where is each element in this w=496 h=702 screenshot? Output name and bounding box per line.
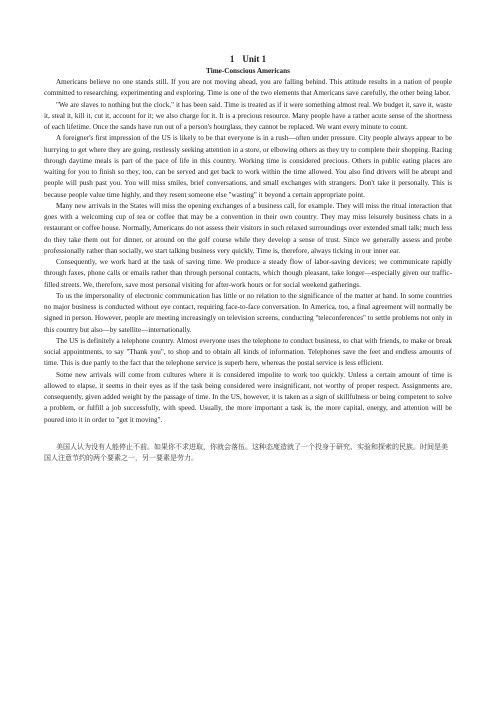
chinese-translation: 美国人认为没有人能停止不前。如果你不求进取，你就会落伍。这种态度造就了一个投身于研究、实验和探索的民族。时间是美国人注意节约的两个要素之一，另一要素是劳力。 xyxy=(44,442,448,462)
paragraph: To us the impersonality of electronic communication has little or no relation to the significance of the matter at hand. In some countries no major business is conducted without eye contact, requiring face-to-face conversation. In America, too, a final agreement will normally be signed in person. However, people are meeting increasingly on television screens, conducting "teleconferences" to settle problems not only in this country but also—by satellite—internationally. xyxy=(44,291,452,334)
unit-label: Unit 1 xyxy=(242,54,267,64)
paragraph: Many new arrivals in the States will miss the opening exchanges of a business call, for example. They will miss the ritual interaction that goes with a welcoming cup of tea or coffee that may be a convention in their own country. They may miss leisurely business chats in a restaurant or coffee house. Normally, Americans do not assess their visitors in such relaxed surroundings over extended small talk; much less do they take them out for dinner, or around on the golf course while they develop a sense of trust. Since we generally assess and probe professionally rather than socially, we start talking business very quickly. Time is, therefore, always ticking in our inner ear. xyxy=(44,201,452,255)
paragraph: A foreigner's first impression of the US is likely to be that everyone is in a rush—often under pressure. City people always appear to be hurrying to get where they are going, restlessly seeking attention in a store, or elbowing others as they try to complete their shopping. Racing through daytime meals is part of the pace of life in this country. Working time is considered precious. Others in public eating places are waiting for you to finish so they, too, can be served and get back to work within the time allowed. You also find drivers will be abrupt and people will push past you. You will miss smiles, brief conversations, and small exchanges with strangers. Don't take it personally. This is because people value time highly, and they resent someone else "wasting" it beyond a certain appropriate point. xyxy=(44,134,452,199)
paragraph: The US is definitely a telephone country. Almost everyone uses the telephone to conduct business, to chat with friends, to make or break social appointments, to say "Thank you", to shop and to obtain all kinds of information. Telephones save the feet and endless amounts of time. This is due partly to the fact that the telephone service is superb here, whereas the postal service is less efficient. xyxy=(44,336,452,368)
document-page xyxy=(44,54,452,471)
paragraph: Consequently, we work hard at the task of saving time. We produce a steady flow of labor-saving devices; we communicate rapidly through faxes, phone calls or emails rather than through personal contacts, which though pleasant, take longer—especially given our traffic-filled streets. We, therefore, save most personal visiting for after-work hours or for social weekend gatherings. xyxy=(44,258,452,289)
paragraph: "We are slaves to nothing but the clock," it has been said. Time is treated as if it were something almost real. We budget it, save it, waste it, steal it, kill it, cut it, account for it; we also charge for it. It is a precious resource. Many people have a rather acute sense of the shortness of each lifetime. Once the sands have run out of a person's hourglass, they cannot be replaced. We want every minute to count. xyxy=(44,100,452,131)
article-body xyxy=(44,77,452,426)
paragraph: Some new arrivals will come from cultures where it is considered impolite to work too quickly. Unless a certain amount of time is allowed to elapse, it seems in their eyes as if the task being considered were insignificant, not worthy of proper respect. Assignments are, consequently, given added weight by the passage of time. In the US, however, it is taken as a sign of skillfulness or being competent to solve a problem, or fulfill a job successfully, with speed. Usually, the more important a task is, the more capital, energy, and attention will be poured into it in order to "get it moving". xyxy=(44,370,452,424)
paragraph: Americans believe no one stands still. If you are not moving ahead, you are falling behind. This attitude results in a nation of people committed to researching, experimenting and exploring. Time is one of the two elements that Americans save carefully, the other being labor. xyxy=(44,78,452,98)
unit-heading xyxy=(44,54,452,65)
unit-number: 1 xyxy=(229,54,235,64)
article-title: Time-Conscious Americans xyxy=(206,67,290,75)
